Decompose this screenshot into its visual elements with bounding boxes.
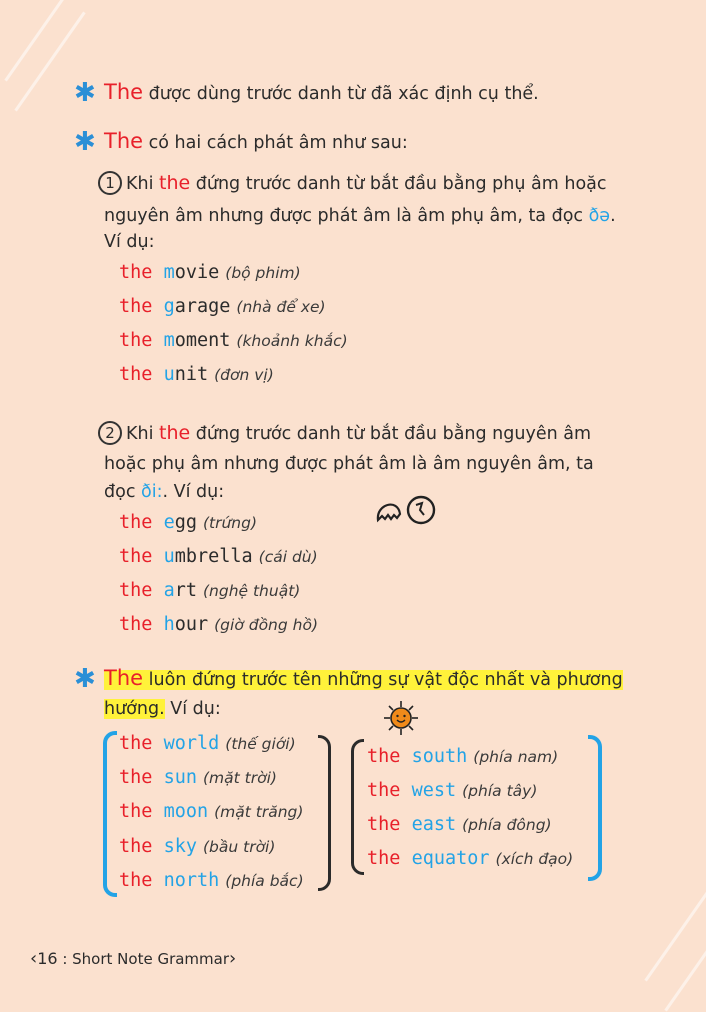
example-translation: (khoảnh khắc): [236, 332, 348, 350]
example-word: our: [174, 614, 209, 635]
example-word: ovie: [174, 262, 220, 283]
example-translation: (phía nam): [473, 748, 559, 766]
case1-line3: Ví dụ:: [104, 232, 155, 252]
example-the: the: [119, 330, 153, 351]
example-item: [119, 363, 274, 387]
example-the: the: [119, 870, 153, 891]
rule2-body: có hai cách phát âm như sau:: [143, 133, 408, 153]
case2-line2: hoặc phụ âm nhưng được phát âm là âm nguyên âm, ta: [104, 454, 594, 474]
book-title: Short Note Grammar: [72, 950, 230, 968]
case1-text: Khi: [126, 174, 159, 194]
example-the: the: [119, 836, 153, 857]
example-word: west: [411, 780, 457, 801]
footer-sep: :: [57, 950, 73, 968]
example-word: world: [163, 733, 220, 754]
case2-text: . Ví dụ:: [162, 482, 225, 502]
rule3-body: Ví dụ:: [164, 699, 221, 719]
direction-item: [367, 745, 558, 769]
example-translation: (đơn vị): [214, 366, 274, 384]
example-translation: (phía tây): [462, 782, 538, 800]
case2-number: 2: [98, 421, 122, 445]
rule1-text: [104, 80, 539, 106]
example-translation: (nhà để xe): [236, 298, 326, 316]
sun-doodle-icon: [383, 700, 419, 736]
example-the: the: [119, 262, 153, 283]
example-translation: (cái dù): [258, 548, 318, 566]
left-bracket-close: [318, 735, 331, 891]
rule3-the: The: [104, 666, 144, 690]
example-first-letter: e: [163, 512, 175, 533]
case2-text: đọc: [104, 482, 141, 502]
example-the: the: [119, 801, 153, 822]
example-word: gg: [174, 512, 197, 533]
example-word: oment: [174, 330, 231, 351]
direction-item: [367, 847, 573, 871]
unique-item: [119, 732, 296, 756]
rule1-body: được dùng trước danh từ đã xác định cụ thể.: [143, 84, 539, 104]
chevron-right-icon: ›: [229, 948, 237, 969]
example-word: south: [411, 746, 468, 767]
example-translation: (nghệ thuật): [202, 582, 301, 600]
example-word: sun: [163, 767, 197, 788]
example-the: the: [119, 364, 153, 385]
example-the: the: [367, 848, 401, 869]
example-word: rt: [174, 580, 197, 601]
rule2-text: [104, 129, 408, 155]
example-the: the: [119, 733, 153, 754]
example-word: nit: [174, 364, 209, 385]
example-item: [119, 329, 348, 353]
example-word: arage: [174, 296, 231, 317]
asterisk-icon: ✱: [74, 664, 96, 694]
case1-the: the: [159, 172, 191, 194]
example-word: moon: [163, 801, 209, 822]
example-word: east: [411, 814, 457, 835]
page-number: 16: [37, 949, 58, 968]
rule3-line2: [104, 697, 221, 721]
example-translation: (mặt trời): [202, 769, 277, 787]
asterisk-icon: ✱: [74, 78, 96, 108]
case2-line3: [104, 480, 224, 504]
example-the: the: [119, 580, 153, 601]
example-first-letter: u: [163, 546, 175, 567]
case1-line2: [104, 204, 616, 228]
example-word: north: [163, 870, 220, 891]
unique-item: [119, 766, 277, 790]
case2-text: Khi: [126, 424, 159, 444]
direction-item: [367, 813, 552, 837]
egg-doodle-icon: [374, 494, 440, 528]
example-translation: (phía bắc): [225, 872, 304, 890]
example-translation: (bộ phim): [225, 264, 301, 282]
example-item: [119, 613, 318, 637]
example-translation: (thế giới): [225, 735, 296, 753]
example-the: the: [367, 780, 401, 801]
example-the: the: [119, 614, 153, 635]
left-bracket: [103, 731, 117, 897]
example-first-letter: g: [163, 296, 175, 317]
case1-text: đứng trước danh từ bắt đầu bằng phụ âm hoặc: [190, 174, 607, 194]
example-the: the: [119, 512, 153, 533]
right-bracket-open: [351, 739, 364, 875]
unique-item: [119, 869, 304, 893]
example-translation: (bầu trời): [202, 838, 276, 856]
example-translation: (xích đạo): [495, 850, 574, 868]
example-the: the: [367, 814, 401, 835]
example-translation: (mặt trăng): [214, 803, 304, 821]
case1-ipa: ðə: [588, 206, 611, 226]
example-first-letter: m: [163, 330, 175, 351]
example-first-letter: a: [163, 580, 175, 601]
example-translation: (trứng): [202, 514, 258, 532]
example-the: the: [119, 546, 153, 567]
example-item: [119, 295, 326, 319]
rule2-the: The: [104, 129, 144, 153]
case1-line1: [98, 171, 607, 196]
rule3-highlight: hướng.: [104, 699, 165, 719]
page-footer: [30, 947, 236, 971]
example-the: the: [367, 746, 401, 767]
example-first-letter: h: [163, 614, 175, 635]
example-translation: (phía đông): [462, 816, 552, 834]
rule3-line1: [104, 666, 623, 692]
case2-line1: [98, 421, 591, 446]
unique-item: [119, 835, 275, 859]
case1-text: .: [610, 206, 616, 226]
example-word: equator: [411, 848, 490, 869]
example-first-letter: m: [163, 262, 175, 283]
right-bracket: [588, 735, 602, 881]
rule3-body: luôn đứng trước tên những sự vật độc nhất và phương: [143, 670, 623, 690]
unique-item: [119, 800, 303, 824]
example-word: mbrella: [174, 546, 253, 567]
example-word: sky: [163, 836, 197, 857]
example-translation: (giờ đồng hồ): [214, 616, 318, 634]
case2-the: the: [159, 422, 191, 444]
case1-text: nguyên âm nhưng được phát âm là âm phụ âm, ta đọc: [104, 206, 589, 226]
asterisk-icon: ✱: [74, 127, 96, 157]
chevron-left-icon: ‹: [30, 948, 38, 969]
example-first-letter: u: [163, 364, 175, 385]
example-item: [119, 545, 318, 569]
example-the: the: [119, 767, 153, 788]
rule1-the: The: [104, 80, 144, 104]
case2-ipa: ði:: [141, 482, 163, 502]
example-item: [119, 579, 300, 603]
case2-text: đứng trước danh từ bắt đầu bằng nguyên âm: [190, 424, 592, 444]
direction-item: [367, 779, 537, 803]
case1-number: 1: [98, 171, 122, 195]
example-item: [119, 261, 301, 285]
example-the: the: [119, 296, 153, 317]
example-item: [119, 511, 257, 535]
